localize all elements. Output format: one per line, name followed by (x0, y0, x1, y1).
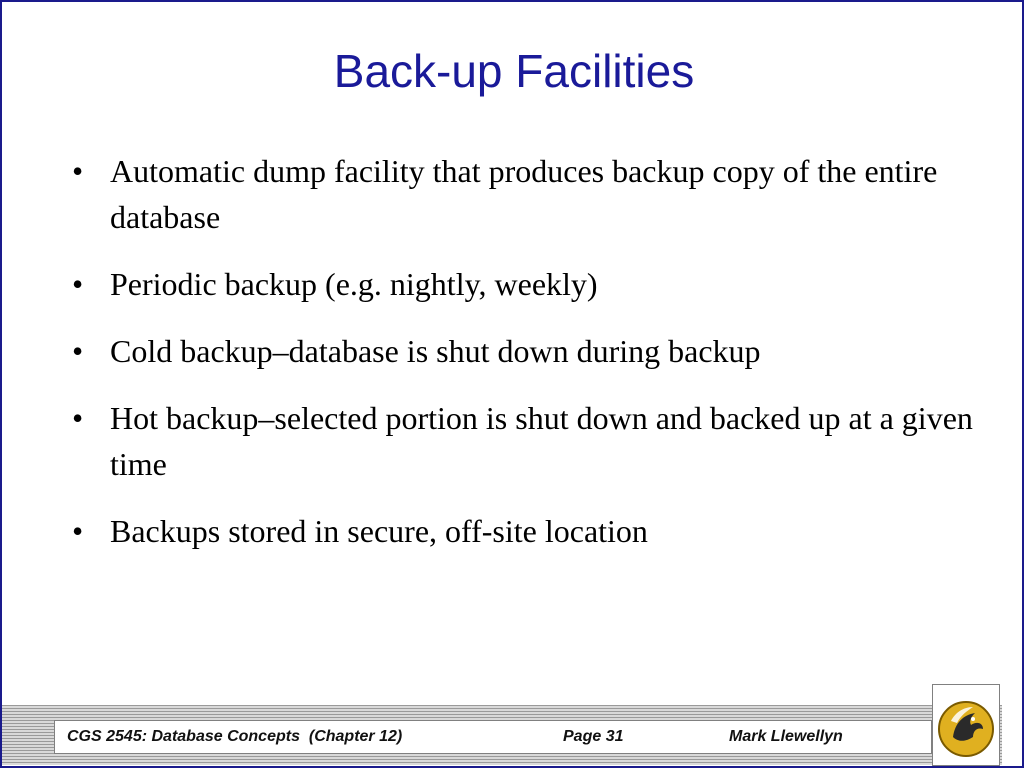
pegasus-logo-icon (933, 685, 999, 765)
bullet-item (72, 395, 992, 487)
bullet-dot: • (72, 153, 84, 189)
bullet-text: Backups stored in secure, off-site location (110, 513, 648, 549)
logo-box (932, 684, 1000, 766)
bullet-dot: • (72, 513, 84, 549)
footer-course: CGS 2545: Database Concepts (Chapter 12) (67, 728, 403, 745)
bullet-item (72, 261, 992, 307)
bullet-text: Periodic backup (e.g. nightly, weekly) (110, 266, 598, 302)
slide-title: Back-up Facilities (333, 45, 695, 97)
footer-author: Mark Llewellyn (729, 728, 843, 745)
footer (54, 720, 932, 754)
footer-page-number: Page 31 (563, 728, 624, 745)
bullet-item (72, 508, 992, 554)
bullet-dot: • (72, 266, 84, 302)
bullet-dot: • (72, 333, 84, 369)
bullet-list (72, 148, 992, 575)
bullet-item (72, 328, 992, 374)
bullet-text: Hot backup–selected portion is shut down and backed up at a given time (110, 400, 973, 482)
bullet-text: Cold backup–database is shut down during backup (110, 333, 761, 369)
bullet-text: Automatic dump facility that produces backup copy of the entire database (110, 153, 938, 235)
bullet-item (72, 148, 992, 240)
bullet-dot: • (72, 400, 84, 436)
